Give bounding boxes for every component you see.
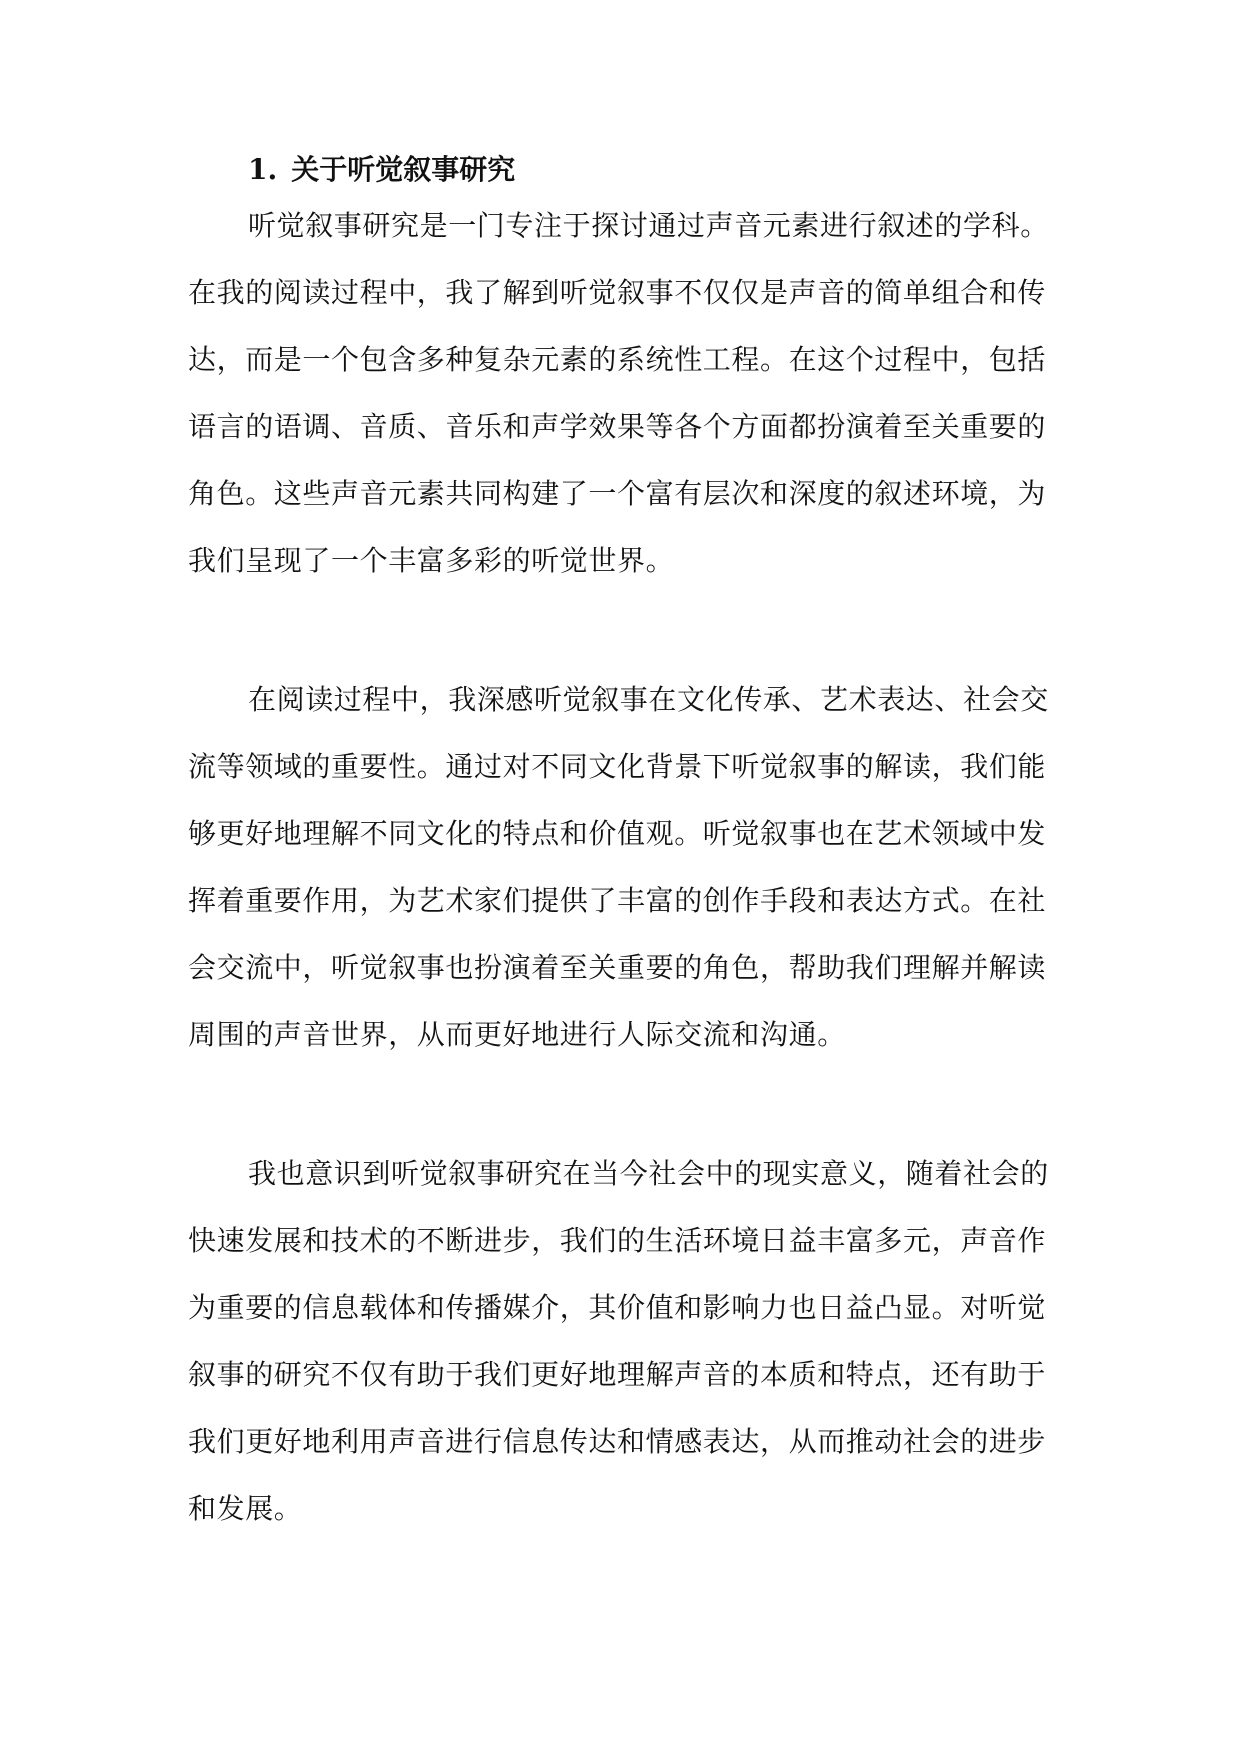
paragraph-2-line-3: 够更好地理解不同文化的特点和价值观。听觉叙事也在艺术领域中发: [188, 817, 1047, 850]
section-heading: [248, 150, 515, 190]
paragraph-2-line-4: 挥着重要作用，为艺术家们提供了丰富的创作手段和表达方式。在社: [188, 884, 1047, 917]
paragraph-1-line-5: 角色。这些声音元素共同构建了一个富有层次和深度的叙述环境，为: [188, 477, 1047, 510]
paragraph-2-line-2: 流等领域的重要性。通过对不同文化背景下听觉叙事的解读，我们能: [188, 750, 1047, 783]
paragraph-2-line-6: 周围的声音世界，从而更好地进行人际交流和沟通。: [188, 1018, 846, 1051]
paragraph-1-line-1: 听觉叙事研究是一门专注于探讨通过声音元素进行叙述的学科。: [248, 209, 1049, 242]
paragraph-3-line-2: 快速发展和技术的不断进步，我们的生活环境日益丰富多元，声音作: [188, 1224, 1047, 1257]
paragraph-3-line-1: 我也意识到听觉叙事研究在当今社会中的现实意义，随着社会的: [248, 1157, 1049, 1190]
paragraph-2-line-1: 在阅读过程中，我深感听觉叙事在文化传承、艺术表达、社会交: [248, 683, 1049, 716]
paragraph-2-line-5: 会交流中，听觉叙事也扮演着至关重要的角色，帮助我们理解并解读: [188, 951, 1047, 984]
paragraph-1-line-3: 达，而是一个包含多种复杂元素的系统性工程。在这个过程中，包括: [188, 343, 1047, 376]
paragraph-3-line-4: 叙事的研究不仅有助于我们更好地理解声音的本质和特点，还有助于: [188, 1358, 1047, 1391]
section-title: 关于听觉叙事研究: [291, 153, 516, 186]
paragraph-1-line-6: 我们呈现了一个丰富多彩的听觉世界。: [188, 544, 675, 577]
paragraph-1-line-4: 语言的语调、音质、音乐和声学效果等各个方面都扮演着至关重要的: [188, 410, 1047, 443]
section-number: 1.: [248, 153, 278, 186]
paragraph-3-line-5: 我们更好地利用声音进行信息传达和情感表达，从而推动社会的进步: [188, 1425, 1047, 1458]
paragraph-3-line-6: 和发展。: [188, 1492, 303, 1525]
paragraph-1-line-2: 在我的阅读过程中，我了解到听觉叙事不仅仅是声音的简单组合和传: [188, 276, 1047, 309]
paragraph-3-line-3: 为重要的信息载体和传播媒介，其价值和影响力也日益凸显。对听觉: [188, 1291, 1047, 1324]
